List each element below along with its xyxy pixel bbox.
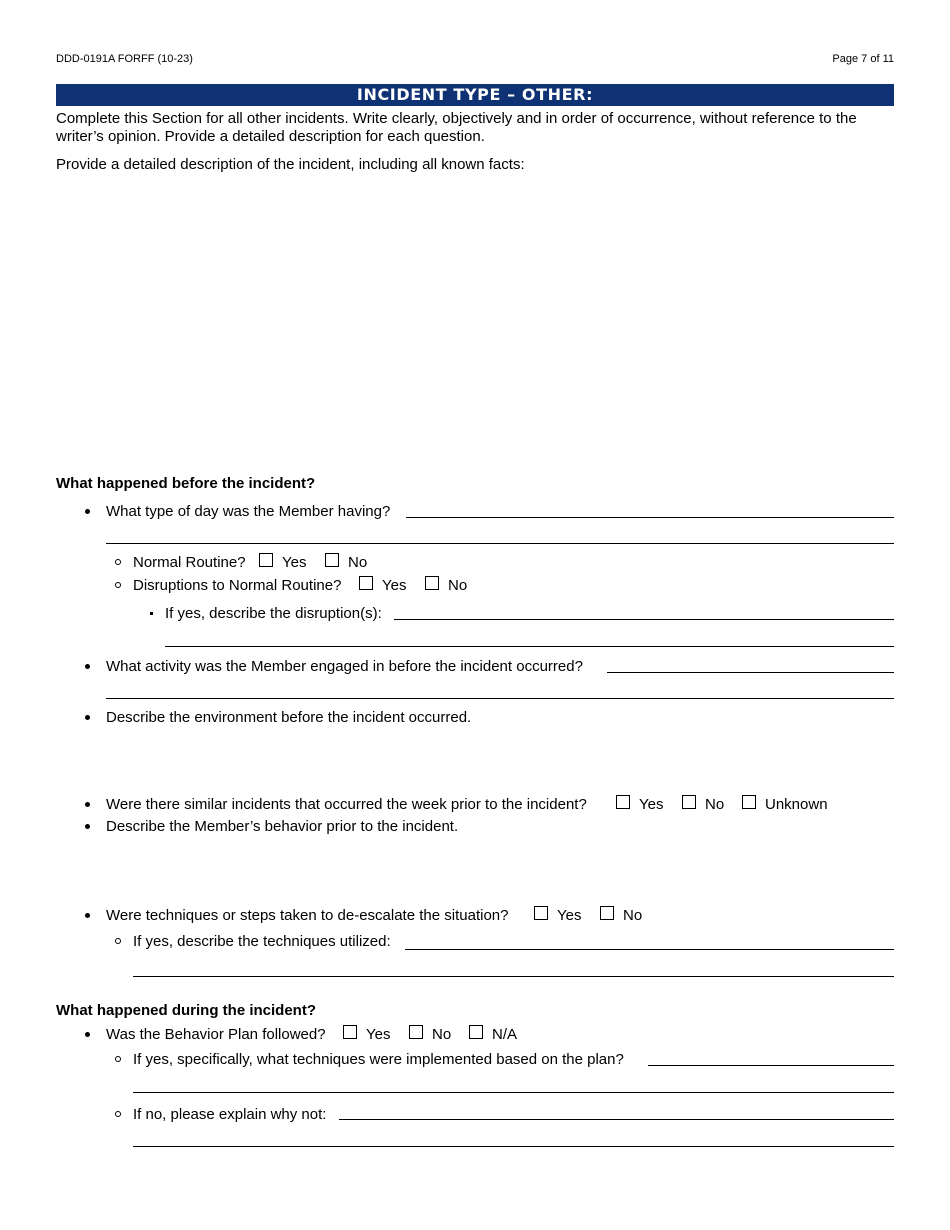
techniques-utilized-field[interactable] (405, 949, 894, 950)
plan-no-checkbox[interactable] (409, 1025, 423, 1039)
type-of-day-field-line2[interactable] (106, 543, 894, 544)
similar-no-checkbox[interactable] (682, 795, 696, 809)
disruptions-no-checkbox[interactable] (425, 576, 439, 590)
techniques-utilized-label: If yes, describe the techniques utilized: (133, 933, 391, 950)
similar-no-label: No (705, 796, 725, 813)
explain-not-field[interactable] (339, 1119, 894, 1120)
deescalate-no-label: No (623, 907, 643, 924)
plan-yes-checkbox[interactable] (343, 1025, 357, 1039)
explain-not-label: If no, please explain why not: (133, 1106, 327, 1123)
plan-techniques-field[interactable] (648, 1065, 894, 1066)
instructions-text: Complete this Section for all other incidents. Write clearly, objectively and in order of occurrence, without reference to the writer’s opinion. Provide a detailed description for each question. (56, 110, 857, 145)
normal-routine-no-checkbox[interactable] (325, 553, 339, 567)
plan-techniques-label: If yes, specifically, what techniques were implemented based on the plan? (133, 1051, 624, 1068)
hollow-bullet-icon (115, 938, 121, 944)
environment-field[interactable] (106, 730, 894, 790)
section-banner: INCIDENT TYPE – OTHER: (56, 84, 894, 106)
hollow-bullet-icon (115, 582, 121, 588)
activity-field[interactable] (607, 672, 894, 673)
bullet-icon (85, 509, 90, 514)
similar-yes-checkbox[interactable] (616, 795, 630, 809)
deescalate-no-checkbox[interactable] (600, 906, 614, 920)
plan-followed-label: Was the Behavior Plan followed? (106, 1026, 326, 1043)
hollow-bullet-icon (115, 559, 121, 565)
type-of-day-field[interactable] (406, 517, 894, 518)
explain-not-field-line2[interactable] (133, 1146, 894, 1147)
hollow-bullet-icon (115, 1056, 121, 1062)
before-heading: What happened before the incident? (56, 475, 316, 492)
bullet-icon (85, 715, 90, 720)
disruptions-no-label: No (448, 577, 468, 594)
bullet-icon (85, 824, 90, 829)
normal-routine-no-label: No (348, 554, 368, 571)
similar-unknown-label: Unknown (765, 796, 828, 813)
behavior-prior-label: Describe the Member’s behavior prior to the incident. (106, 818, 459, 835)
similar-yes-label: Yes (639, 796, 664, 813)
plan-na-checkbox[interactable] (469, 1025, 483, 1039)
square-bullet-icon (150, 612, 153, 615)
normal-routine-yes-checkbox[interactable] (259, 553, 273, 567)
bullet-icon (85, 802, 90, 807)
plan-techniques-field-line2[interactable] (133, 1092, 894, 1093)
during-heading: What happened during the incident? (56, 1002, 316, 1019)
normal-routine-yes-label: Yes (282, 554, 307, 571)
environment-label: Describe the environment before the incident occurred. (106, 709, 472, 726)
similar-unknown-checkbox[interactable] (742, 795, 756, 809)
type-of-day-label: What type of day was the Member having? (106, 503, 391, 520)
deescalate-yes-checkbox[interactable] (534, 906, 548, 920)
activity-label: What activity was the Member engaged in before the incident occurred? (106, 658, 583, 675)
describe-disruptions-field-line2[interactable] (165, 646, 894, 647)
disruptions-label: Disruptions to Normal Routine? (133, 577, 342, 594)
deescalate-label: Were techniques or steps taken to de-escalate the situation? (106, 907, 509, 924)
techniques-utilized-field-line2[interactable] (133, 976, 894, 977)
normal-routine-label: Normal Routine? (133, 554, 246, 571)
bullet-icon (85, 1032, 90, 1037)
bullet-icon (85, 664, 90, 669)
page-number: Page 7 of 11 (832, 53, 894, 65)
deescalate-yes-label: Yes (557, 907, 582, 924)
incident-description-field[interactable] (56, 180, 894, 465)
hollow-bullet-icon (115, 1111, 121, 1117)
disruptions-yes-label: Yes (382, 577, 407, 594)
describe-disruptions-field[interactable] (394, 619, 894, 620)
plan-no-label: No (432, 1026, 452, 1043)
bullet-icon (85, 913, 90, 918)
disruptions-yes-checkbox[interactable] (359, 576, 373, 590)
activity-field-line2[interactable] (106, 698, 894, 699)
similar-incidents-label: Were there similar incidents that occurred the week prior to the incident? (106, 796, 587, 813)
behavior-prior-field[interactable] (106, 840, 894, 900)
form-id: DDD-0191A FORFF (10-23) (56, 53, 193, 65)
plan-na-label: N/A (492, 1026, 518, 1043)
describe-disruptions-label: If yes, describe the disruption(s): (165, 605, 382, 622)
description-prompt: Provide a detailed description of the incident, including all known facts: (56, 156, 525, 173)
plan-yes-label: Yes (366, 1026, 391, 1043)
